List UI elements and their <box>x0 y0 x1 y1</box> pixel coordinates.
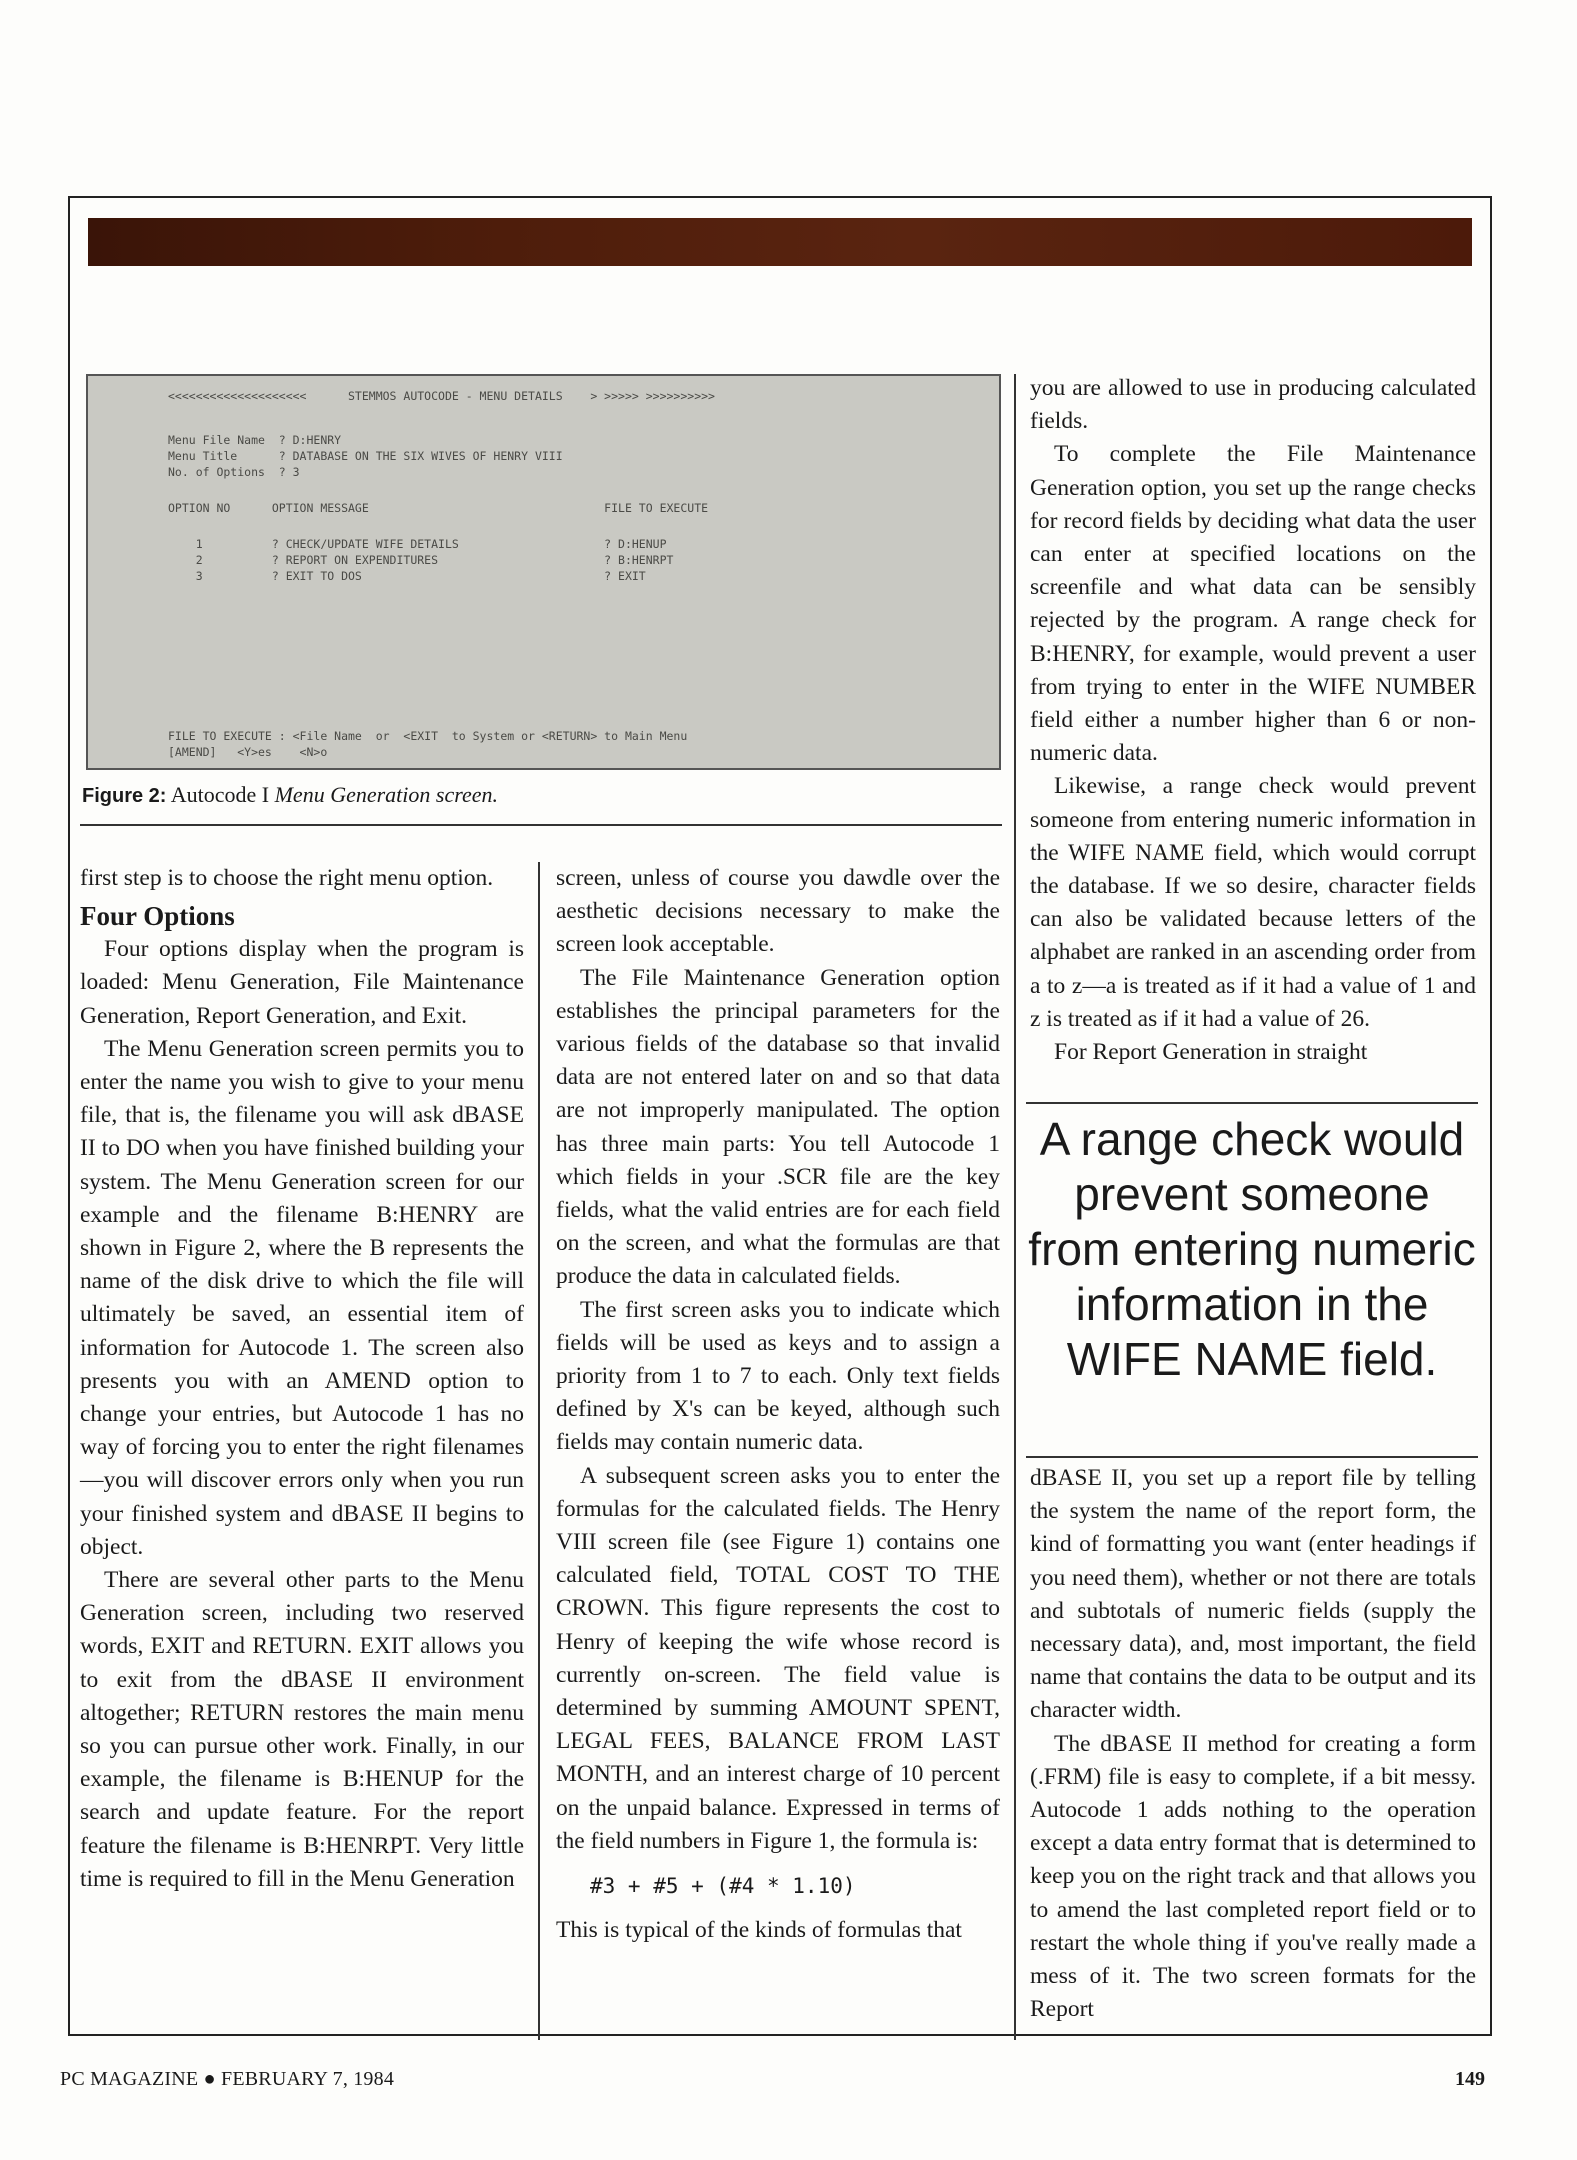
footer-publication: PC MAGAZINE ● FEBRUARY 7, 1984 <box>60 2068 395 2090</box>
column-1 <box>80 862 524 1896</box>
col3-paragraph: For Report Generation in straight <box>1054 1039 1368 1066</box>
screen-line: Menu Title ? DATABASE ON THE SIX WIVES OF HENRY VIII <box>168 449 563 463</box>
col3-paragraph: Likewise, a range check would prevent someone from entering numeric information in the WIFE NAME field, which would corrupt the database. If we so desire, character fields can also be validated because letters of the alphabet are ranked in an ascending order from a to z—a is treated as if it had a value of 1 and z is treated as if it had a value of 26. <box>1030 773 1476 1032</box>
screen-line: No. of Options ? 3 <box>168 465 300 479</box>
column-3-bottom <box>1030 1462 1476 2026</box>
pullquote-rule-top <box>1026 1102 1478 1104</box>
col1-paragraph: Four options display when the program is loaded: Menu Generation, File Maintenance Generation, Report Generation, and Exit. <box>80 936 524 1029</box>
section-heading: Four Options <box>80 901 235 932</box>
caption-text: Autocode I <box>170 782 270 807</box>
col2-paragraph: A subsequent screen asks you to enter the formulas for the calculated fields. The Henry VIII screen file (see Figure 1) contains one calculated field, TOTAL COST TO THE CROWN. This figure represents the cost to Henry of keeping the wife whose record is currently on-screen. The field value is determined by summing AMOUNT SPENT, LEGAL FEES, BALANCE FROM LAST MONTH, and an interest charge of 10 percent on the unpaid balance. Expressed in terms of the field numbers in Figure 1, the formula is: <box>556 1462 1000 1854</box>
caption-label: Figure 2: <box>82 785 167 807</box>
pullquote-rule-bottom <box>1026 1456 1478 1458</box>
screen-line: <<<<<<<<<<<<<<<<<<<< STEMMOS AUTOCODE - MENU DETAILS > >>>>> >>>>>>>>>> <box>168 389 715 403</box>
col1-paragraph: first step is to choose the right menu option. <box>80 865 494 891</box>
figure-screen <box>86 374 1001 770</box>
column-3-top <box>1030 372 1476 1069</box>
col2-paragraph: This is typical of the kinds of formulas that <box>556 1917 962 1944</box>
screen-line: 1 ? CHECK/UPDATE WIFE DETAILS ? D:HENUP <box>168 537 667 551</box>
caption-rule <box>80 824 1002 826</box>
col3-paragraph: To complete the File Maintenance Generation option, you set up the range checks for record fields by deciding what data the user can enter at specified locations on the screenfile and what data can be sensibly rejected by the program. A range check for B:HENRY, for example, would prevent a user from trying to enter in the WIFE NUMBER field either a number higher than 6 or non-numeric data. <box>1030 441 1476 767</box>
caption-italic: Menu Generation screen. <box>274 782 499 807</box>
figure-caption <box>82 782 1002 808</box>
screen-line: 3 ? EXIT TO DOS ? EXIT <box>168 569 646 583</box>
column-2 <box>556 862 1000 1947</box>
col1-paragraph: There are several other parts to the Menu Generation screen, including two reserved words, EXIT and RETURN. EXIT allows you to exit from the dBASE II environment altogether; RETURN restores the main menu so you can pursue other work. Finally, in our example, the filename is B:HENUP for the search and update feature. For the report feature the filename is B:HENRPT. Very little time is required to fill in the Menu Generation <box>80 1567 524 1892</box>
col3-paragraph: The dBASE II method for creating a form (.FRM) file is easy to complete, if a bit messy. Autocode 1 adds nothing to the operation except a data entry format that is determined to keep you on the right track and that allows you to amend the last completed report field or to restart the whole thing if you've really made a mess of it. The two screen formats for the Report <box>1030 1730 1476 2023</box>
screen-line: Menu File Name ? D:HENRY <box>168 433 342 447</box>
col1-paragraph: The Menu Generation screen permits you to enter the name you wish to give to your menu file, that is, the filename you will ask dBASE II to DO when you have finished building your system. The Menu Generation screen for our example and the filename B:HENRY are shown in Figure 2, where the B represents the name of the disk drive to which the file will ultimately be saved, an essential item of information for Autocode 1. The screen also presents you with an AMEND option to change your entries, but Autocode 1 has no way of forcing you to enter the right filenames—you will discover errors only when you run your finished system and dBASE II begins to object. <box>80 1035 524 1560</box>
page-number: 149 <box>1455 2068 1485 2090</box>
col2-paragraph: The first screen asks you to indicate which fields will be used as keys and to assign a priority from 1 to 7 to each. Only text fields defined by X's can be keyed, although such fields may contain numeric data. <box>556 1296 1000 1456</box>
column-divider <box>538 862 540 2040</box>
screen-line: FILE TO EXECUTE : <File Name or <EXIT to System or <RETURN> to Main Menu <box>168 729 688 743</box>
col3-paragraph: you are allowed to use in producing calculated fields. <box>1030 375 1476 435</box>
formula: #3 + #5 + (#4 * 1.10) <box>590 1874 856 1899</box>
screen-line: 2 ? REPORT ON EXPENDITURES ? B:HENRPT <box>168 553 674 567</box>
screen-line: OPTION NO OPTION MESSAGE FILE TO EXECUTE <box>168 501 709 515</box>
section-banner <box>88 218 1472 266</box>
screen-line: [AMEND] <Y>es <N>o <box>168 745 328 759</box>
column-divider <box>1014 374 1016 2040</box>
col2-paragraph: screen, unless of course you dawdle over the aesthetic decisions necessary to make the screen look acceptable. <box>556 865 1000 958</box>
col3-paragraph: dBASE II, you set up a report file by telling the system the name of the report form, the kind of formatting you want (enter headings if you need them), whether or not there are totals and subtotals of numeric fields (supply the necessary data), and, most important, the field name that contains the data to be output and its character width. <box>1030 1465 1476 1724</box>
pull-quote: A range check would prevent someone from entering numeric information in the WIFE NAME field. <box>1028 1113 1476 1385</box>
col2-paragraph: The File Maintenance Generation option establishes the principal parameters for the various fields of the database so that invalid data are not entered later on and so that data are not improperly manipulated. The option has three main parts: You tell Autocode 1 which fields in your .SCR file are the key fields, what the valid entries are for each field on the screen, and what the formulas are that produce the data in calculated fields. <box>556 964 1000 1290</box>
